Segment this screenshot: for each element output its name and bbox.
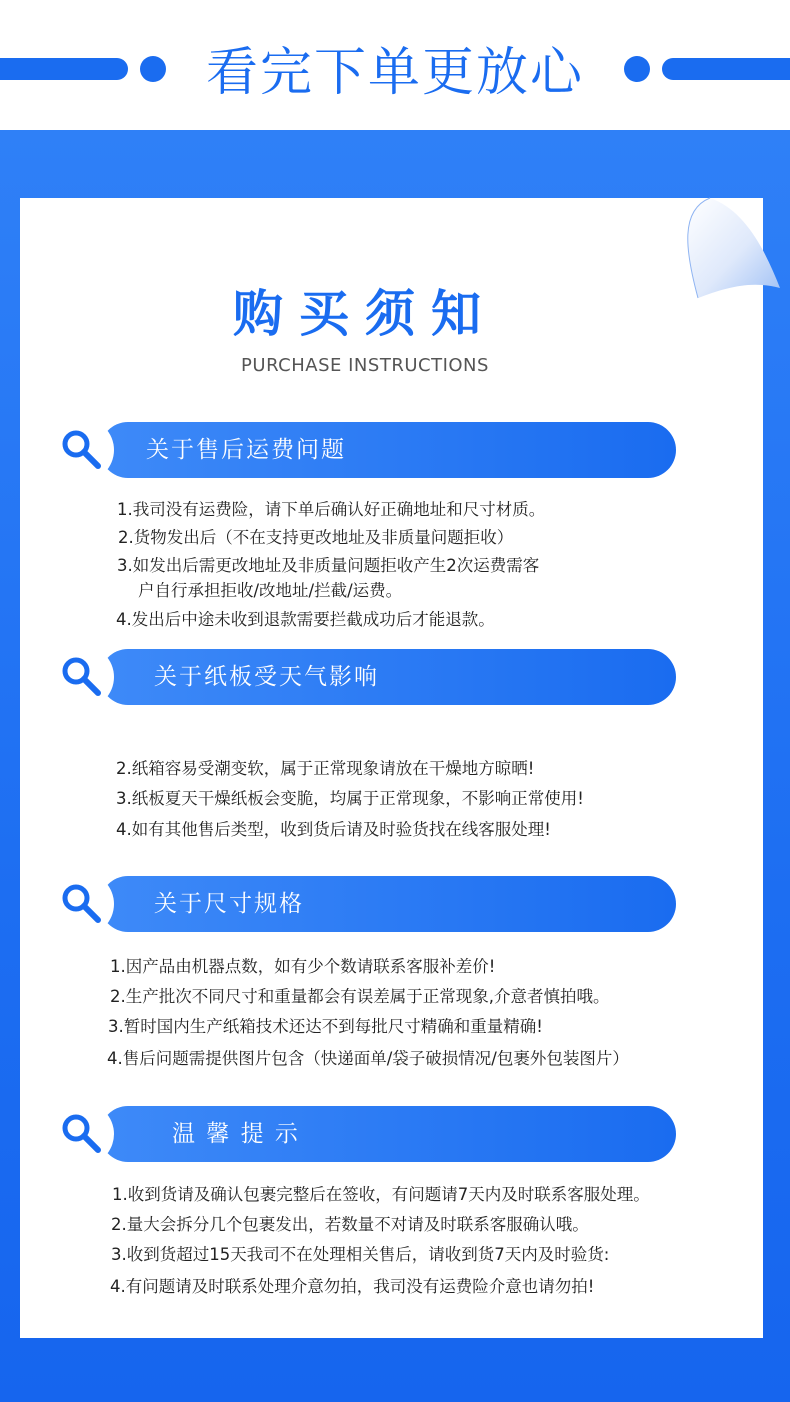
decorative-dot-right xyxy=(624,56,650,82)
list-item: 4.有问题请及时联系处理介意勿拍，我司没有运费险介意也请勿拍! xyxy=(110,1277,595,1296)
list-item: 户自行承担拒收/改地址/拦截/运费。 xyxy=(138,581,403,600)
section-title: 关于尺寸规格 xyxy=(154,891,304,917)
top-banner xyxy=(0,0,790,130)
list-item: 3.暂时国内生产纸箱技术还达不到每批尺寸精确和重量精确! xyxy=(108,1017,543,1036)
banner-title: 看完下单更放心 xyxy=(205,43,584,103)
list-item: 1.因产品由机器点数，如有少个数请联系客服补差价! xyxy=(110,957,496,976)
section-header-size xyxy=(100,876,676,932)
list-item: 3.收到货超过15天我司不在处理相关售后，请收到货7天内及时验货: xyxy=(111,1245,610,1264)
search-icon xyxy=(50,418,114,482)
section-title: 关于纸板受天气影响 xyxy=(154,664,379,690)
section-title: 关于售后运费问题 xyxy=(146,437,346,463)
section-header-weather xyxy=(100,649,676,705)
search-icon xyxy=(50,872,114,936)
section-header-tips xyxy=(100,1106,676,1162)
list-item: 3.纸板夏天干燥纸板会变脆，均属于正常现象，不影响正常使用! xyxy=(116,789,584,808)
decorative-bar-left xyxy=(0,58,128,80)
list-item: 2.量大会拆分几个包裹发出，若数量不对请及时联系客服确认哦。 xyxy=(111,1215,589,1234)
decorative-dot-left xyxy=(140,56,166,82)
list-item: 4.售后问题需提供图片包含（快递面单/袋子破损情况/包裹外包装图片） xyxy=(107,1049,629,1068)
list-item: 2.货物发出后（不在支持更改地址及非质量问题拒收） xyxy=(118,528,514,547)
list-item: 4.如有其他售后类型，收到货后请及时验货找在线客服处理! xyxy=(116,820,551,839)
search-icon xyxy=(50,1102,114,1166)
section-title: 温 馨 提 示 xyxy=(172,1121,300,1147)
decorative-bar-right xyxy=(662,58,790,80)
list-item: 1.收到货请及确认包裹完整后在签收，有问题请7天内及时联系客服处理。 xyxy=(112,1185,650,1204)
list-item: 2.生产批次不同尺寸和重量都会有误差属于正常现象,介意者慎拍哦。 xyxy=(110,987,610,1006)
search-icon xyxy=(50,645,114,709)
card-subheading: PURCHASE INSTRUCTIONS xyxy=(241,355,489,376)
card-heading: 购买须知 xyxy=(233,285,497,343)
list-item: 2.纸箱容易受潮变软，属于正常现象请放在干燥地方晾晒! xyxy=(116,759,535,778)
list-item: 1.我司没有运费险，请下单后确认好正确地址和尺寸材质。 xyxy=(117,500,546,519)
section-header-shipping xyxy=(100,422,676,478)
list-item: 3.如发出后需更改地址及非质量问题拒收产生2次运费需客 xyxy=(117,556,540,575)
list-item: 4.发出后中途未收到退款需要拦截成功后才能退款。 xyxy=(116,610,495,629)
